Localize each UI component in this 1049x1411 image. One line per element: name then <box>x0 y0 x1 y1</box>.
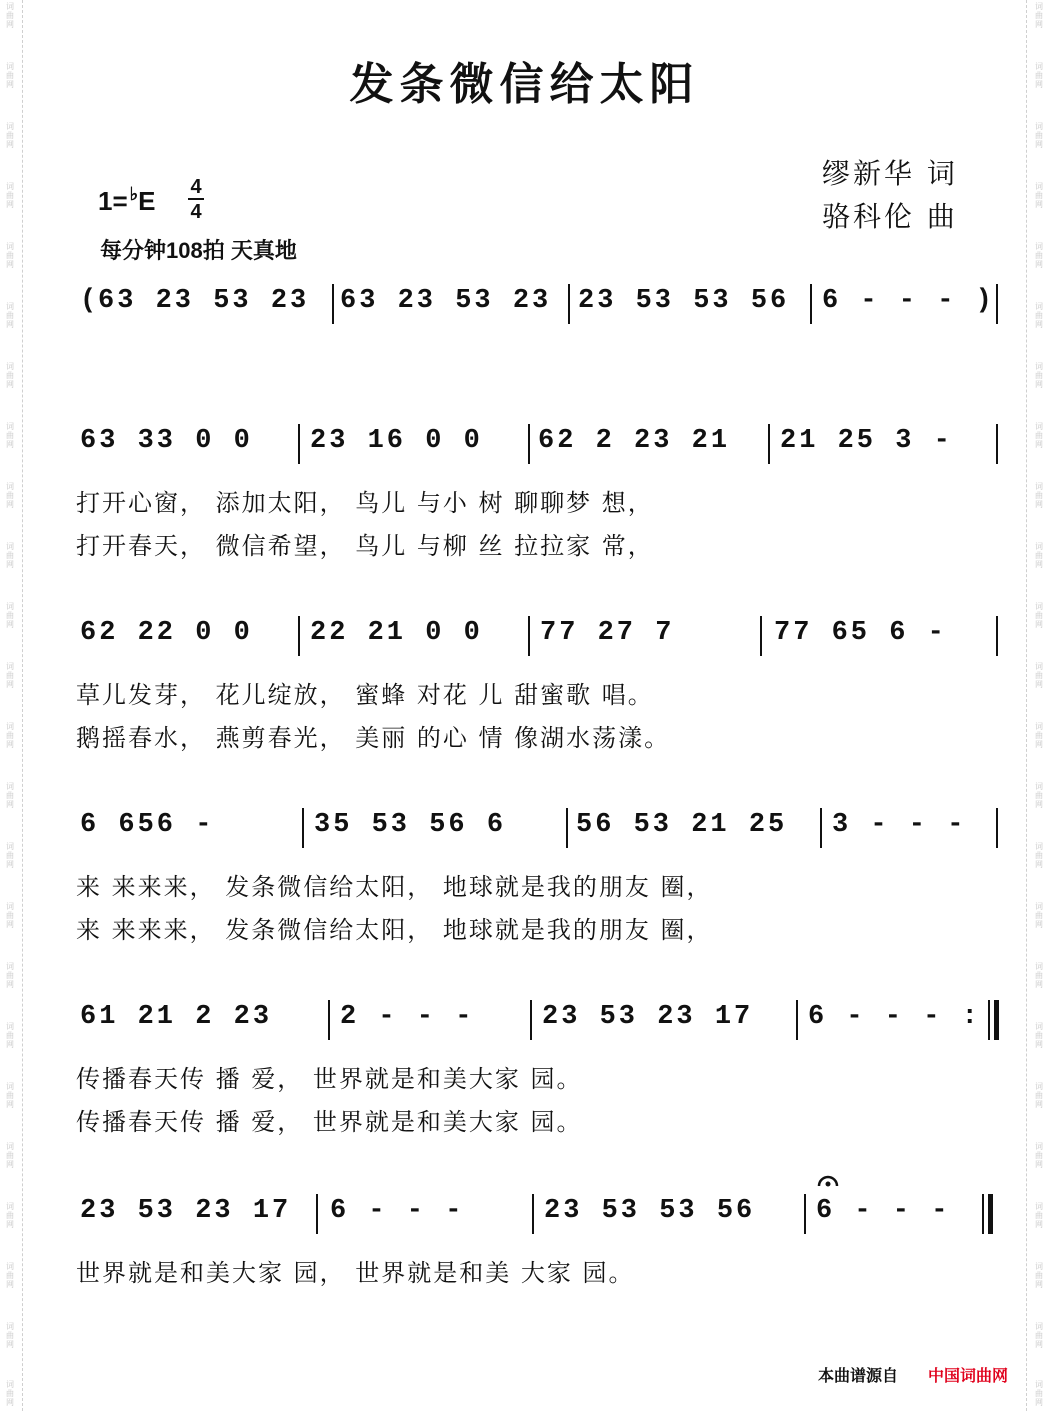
watermark: 词曲网 <box>1035 902 1043 929</box>
watermark: 词曲网 <box>6 722 14 749</box>
measure: 62 2 23 21 <box>538 426 731 456</box>
watermark: 词曲网 <box>1035 422 1043 449</box>
lyric-line: 世界就是和美大家 园， 世界就是和美 大家 园。 <box>76 1259 635 1287</box>
watermark: 词曲网 <box>1035 1022 1043 1049</box>
watermark: 词曲网 <box>6 1202 14 1229</box>
watermark: 词曲网 <box>6 662 14 689</box>
lyric-line: 来 来来来， 发条微信给太阳， 地球就是我的朋友 圈， <box>76 873 713 901</box>
watermark: 词曲网 <box>6 302 14 329</box>
watermark: 词曲网 <box>1035 2 1043 29</box>
measure: 2 - - - <box>340 1002 475 1032</box>
measure: 3 - - - <box>832 810 967 840</box>
watermark: 词曲网 <box>6 2 14 29</box>
watermark: 词曲网 <box>1035 1262 1043 1289</box>
tempo-marking: 每分钟108拍 天真地 <box>100 238 297 263</box>
watermark: 词曲网 <box>1035 122 1043 149</box>
lyric-line: 来 来来来， 发条微信给太阳， 地球就是我的朋友 圈， <box>76 916 713 944</box>
time-signature <box>188 176 204 223</box>
watermark: 词曲网 <box>6 542 14 569</box>
measure: 62 22 0 0 <box>80 618 253 648</box>
watermark: 词曲网 <box>1035 662 1043 689</box>
measure: 23 53 23 17 <box>80 1196 292 1226</box>
lyric-line: 草儿发芽， 花儿绽放， 蜜蜂 对花 儿 甜蜜歌 唱。 <box>76 681 654 709</box>
watermark: 词曲网 <box>6 1380 14 1407</box>
watermark: 词曲网 <box>6 482 14 509</box>
key-signature <box>98 184 156 217</box>
measure: 6 - - - <box>816 1196 951 1226</box>
lyric-line: 鹅摇春水， 燕剪春光， 美丽 的心 情 像湖水荡漾。 <box>76 724 671 752</box>
watermark: 词曲网 <box>1035 242 1043 269</box>
watermark: 词曲网 <box>1035 1322 1043 1349</box>
watermark: 词曲网 <box>6 1082 14 1109</box>
watermark: 词曲网 <box>6 782 14 809</box>
measure: 23 53 23 17 <box>542 1002 754 1032</box>
measure: 22 21 0 0 <box>310 618 483 648</box>
composer-credit: 骆科伦 曲 <box>822 200 958 233</box>
watermark: 词曲网 <box>1035 362 1043 389</box>
watermark: 词曲网 <box>6 182 14 209</box>
watermark: 词曲网 <box>6 1262 14 1289</box>
lyric-line: 传播春天传 播 爱， 世界就是和美大家 园。 <box>76 1108 583 1136</box>
watermark: 词曲网 <box>1035 782 1043 809</box>
watermark: 词曲网 <box>1035 1202 1043 1229</box>
watermark: 词曲网 <box>6 1022 14 1049</box>
watermark: 词曲网 <box>6 1322 14 1349</box>
page-title: 发条微信给太阳 <box>349 59 700 110</box>
watermark: 词曲网 <box>6 62 14 89</box>
watermark: 词曲网 <box>1035 722 1043 749</box>
measure: 63 33 0 0 <box>80 426 253 456</box>
measure: 6 - - - : <box>808 1002 981 1032</box>
measure: 35 53 56 6 <box>314 810 507 840</box>
watermark: 词曲网 <box>6 962 14 989</box>
time-denominator: 4 <box>190 201 202 223</box>
intro-open-paren: ( <box>80 286 100 316</box>
key-note: E <box>138 186 156 216</box>
source-label: 本曲谱源自 <box>818 1368 899 1385</box>
measure: 21 25 3 - <box>780 426 953 456</box>
left-border <box>22 0 23 1411</box>
flat-sign: ♭ <box>129 184 139 204</box>
key-prefix: 1= <box>98 186 128 216</box>
measure: 23 53 53 56 <box>544 1196 756 1226</box>
measure: 23 16 0 0 <box>310 426 483 456</box>
watermark: 词曲网 <box>1035 62 1043 89</box>
watermark: 词曲网 <box>6 422 14 449</box>
measure: 77 27 7 <box>540 618 675 648</box>
watermark: 词曲网 <box>1035 842 1043 869</box>
watermark: 词曲网 <box>6 1142 14 1169</box>
watermark: 词曲网 <box>1035 1082 1043 1109</box>
right-border <box>1026 0 1027 1411</box>
intro-measure: 63 23 53 23 <box>340 286 552 316</box>
measure: 6 - - - <box>330 1196 465 1226</box>
watermark: 词曲网 <box>1035 182 1043 209</box>
measure: 77 65 6 - <box>774 618 947 648</box>
watermark: 词曲网 <box>6 122 14 149</box>
intro-measure: 63 23 53 23 <box>98 286 310 316</box>
watermark: 词曲网 <box>1035 542 1043 569</box>
watermark: 词曲网 <box>6 842 14 869</box>
lyricist-credit: 缪新华 词 <box>822 157 958 190</box>
site-link[interactable]: 中国词曲网 <box>928 1368 1009 1385</box>
intro-measure: 6 - - - ) <box>822 286 995 316</box>
watermark: 词曲网 <box>1035 302 1043 329</box>
watermark: 词曲网 <box>6 242 14 269</box>
watermark: 词曲网 <box>1035 962 1043 989</box>
measure: 56 53 21 25 <box>576 810 788 840</box>
watermark: 词曲网 <box>1035 1380 1043 1407</box>
time-numerator: 4 <box>190 176 202 198</box>
watermark: 词曲网 <box>6 602 14 629</box>
measure: 6 656 - <box>80 810 215 840</box>
measure: 61 21 2 23 <box>80 1002 273 1032</box>
lyric-line: 打开春天， 微信希望， 鸟儿 与柳 丝 拉拉家 常， <box>76 532 654 560</box>
watermark: 词曲网 <box>1035 1142 1043 1169</box>
watermark: 词曲网 <box>1035 602 1043 629</box>
watermark: 词曲网 <box>6 362 14 389</box>
fermata-icon <box>816 1168 840 1190</box>
lyric-line: 打开心窗， 添加太阳， 鸟儿 与小 树 聊聊梦 想， <box>76 489 654 517</box>
watermark: 词曲网 <box>6 902 14 929</box>
lyric-line: 传播春天传 播 爱， 世界就是和美大家 园。 <box>76 1065 583 1093</box>
watermark: 词曲网 <box>1035 482 1043 509</box>
intro-measure: 23 53 53 56 <box>578 286 790 316</box>
